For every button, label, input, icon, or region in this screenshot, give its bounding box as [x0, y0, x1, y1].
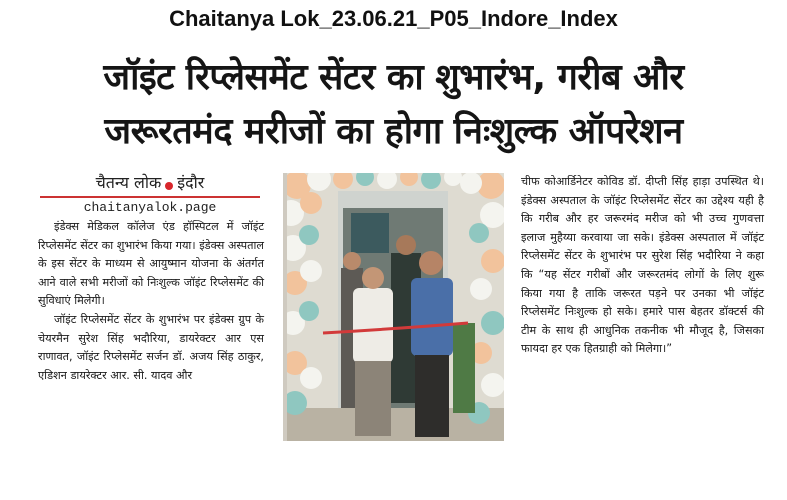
- article-left-column: [38, 218, 264, 385]
- article-paragraph: इंडेक्स मेडिकल कॉलेज एंड हॉस्पिटल में जॉइंट रिप्लेसमेंट सेंटर का शुभारंभ किया गया। इंडेक्स अस्पताल के इस सेंटर के माध्यम से आयुष्मान योजना के अंतर्गत आने वाले सभी मरीजों को निःशुल्क जॉइंट रिप्लेसमेंट की सुविधाएं मिलेगी।: [38, 220, 264, 308]
- masthead-dot-icon: [165, 182, 173, 190]
- headline-line-1: जॉइंट रिप्लेसमेंट सेंटर का शुभारंभ, गरीब और: [103, 57, 684, 98]
- article-photo: [283, 173, 504, 441]
- article-paragraph: जॉइंट रिप्लेसमेंट सेंटर के शुभारंभ पर इंडेक्स ग्रुप के चेयरमैन सुरेश सिंह भदौरिया, डायरेक्टर आर एस राणावत, जॉइंट रिप्लेसमेंट सर्जन डॉ. अजय सिंह ठाकुर, एडिशन डायरेक्टर आर. सी. यादव और: [38, 312, 264, 382]
- headline-line-2: जरूरतमंद मरीजों का होगा निःशुल्क ऑपरेशन: [104, 111, 683, 152]
- article-right-column: [521, 173, 764, 359]
- newspaper-masthead: [40, 170, 260, 198]
- website-url: chaitanyalok.page: [83, 200, 217, 215]
- page-caption: Chaitanya Lok_23.06.21_P05_Indore_Index: [169, 6, 618, 31]
- article-paragraph: चीफ कोआर्डिनेटर कोविड डॉ. दीप्ती सिंह हाड़ा उपस्थित थे। इंडेक्स अस्पताल के जॉइंट रिप्लेसमेंट सेंटर का उद्देश्य यही है कि गरीब और हर जरूरमंद मरीज को भी उच्च गुणवत्ता इलाज मुहैय्या करवाया जा सके। इंडेक्स अस्पताल में जॉइंट रिप्लेसमेंट सेंटर के शुभारंभ पर सुरेश सिंह भदौरिया ने कहा कि “यह सेंटर गरीबों और जरूरतमंद लोगों के लिए शुरू किया गया है ताकि जरूरत पड़ने पर उनका भी जॉइंट रिप्लेसमेंट निःशुल्क हो सके। हमारे पास बेहतर डॉक्टर्स की टीम के साथ ही आधुनिक तकनीक भी मौजूद है, जिसका फायदा हर एक हितग्राही को मिलेगा।”: [521, 175, 764, 356]
- photo-illustration: [283, 173, 504, 441]
- masthead-city: इंदौर: [177, 173, 205, 192]
- masthead-paper-name: चैतन्य लोक: [95, 173, 162, 192]
